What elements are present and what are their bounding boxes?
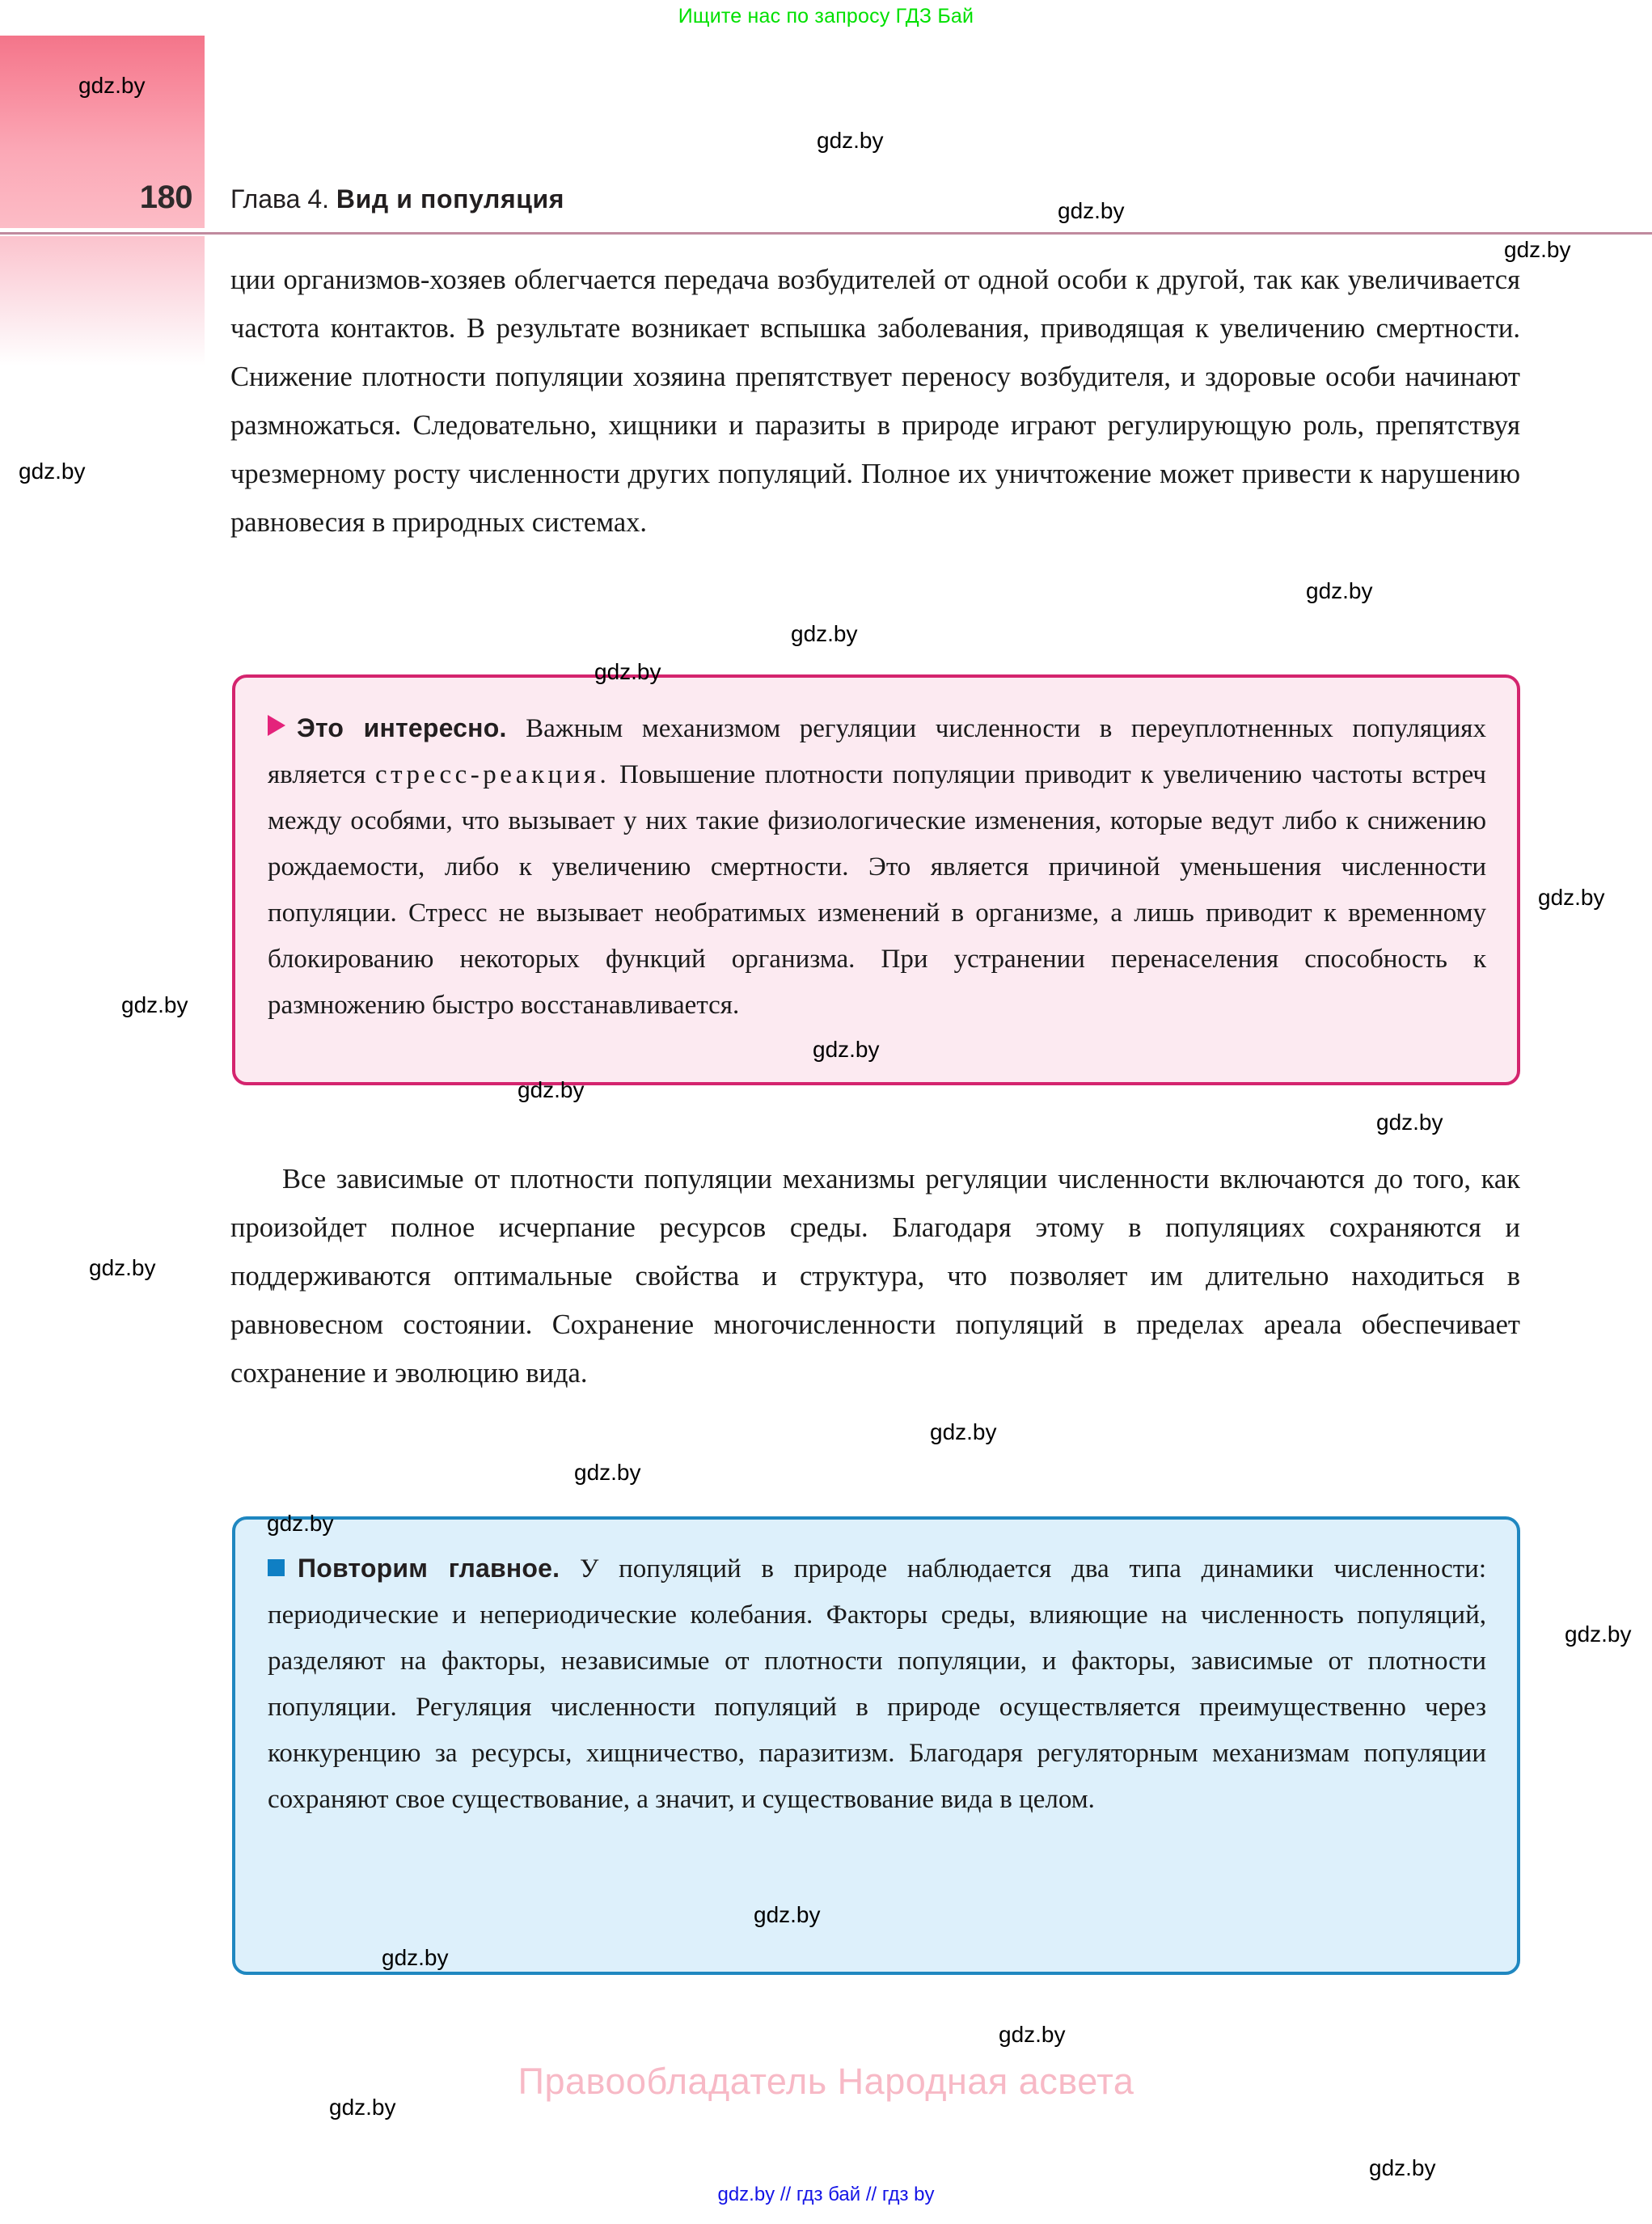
watermark-gdz: gdz.by	[999, 2022, 1066, 2047]
watermark-gdz: gdz.by	[1369, 2155, 1436, 2180]
callout-interesting-term: стресс-реакция.	[375, 760, 611, 789]
watermark-gdz: gdz.by	[121, 992, 188, 1017]
watermark-gdz: gdz.by	[1504, 237, 1571, 262]
callout-box-interesting	[232, 674, 1520, 1085]
callout-summary-body: У популяций в природе наблюдается два типа динамики численности: периодические и непериодические колебания. Факторы среды, влияющие на численность популяций, разделяют на факторы, независимые от плотности популяции, и факторы, зависимые от плотности популяции. Регуляция численности популяций в природе осуществляется преимущественно через конкуренцию за ресурсы, хищничество, паразитизм. Благодаря регуляторным механизмам популяции сохраняют свое существование, а значит, и существование вида в целом.	[268, 1554, 1487, 1814]
watermark-gdz: gdz.by	[518, 1077, 585, 1102]
chapter-heading	[230, 184, 564, 214]
copyright-notice: Правообладатель Народная асвета	[518, 2061, 1134, 2102]
body-paragraph-1: ции организмов-хозяев облегчается передача возбудителей от одной особи к другой, так как увеличивается частота контактов. В результате возникает вспышка заболевания, приводящая к увеличению смертности. Снижение плотности популяции хозяина препятствует переносу возбудителя, и здоровые особи начинают размножаться. Следовательно, хищники и паразиты в природе играют регулирующую роль, препятствуя чрезмерному росту численности других популяций. Полное их уничтожение может привести к нарушению равновесия в природных системах.	[230, 264, 1520, 538]
chapter-title: Вид и популяция	[336, 184, 565, 214]
promo-banner: Ищите нас по запросу ГДЗ Бай	[678, 5, 974, 27]
watermark-gdz: gdz.by	[1565, 1621, 1632, 1647]
callout-interesting-lead: Это интересно.	[297, 713, 507, 742]
watermark-gdz: gdz.by	[813, 1037, 880, 1062]
body-paragraph-2: Все зависимые от плотности популяции механизмы регуляции численности включаются до того, как произойдет полное исчерпание ресурсов среды. Благодаря этому в популяциях сохраняются и поддерживаются оптимальные свойства и структура, что позволяет им длительно находиться в равновесном состоянии. Сохранение многочисленности популяций в пределах ареала обеспечивает сохранение и эволюцию вида.	[230, 1164, 1520, 1389]
watermark-gdz: gdz.by	[754, 1902, 821, 1927]
decorative-gradient-bottom	[0, 236, 205, 366]
watermark-gdz: gdz.by	[89, 1255, 156, 1280]
callout-summary-text	[268, 1545, 1486, 1823]
triangle-marker-icon	[268, 715, 285, 736]
watermark-gdz: gdz.by	[791, 621, 858, 646]
watermark-gdz: gdz.by	[1306, 578, 1373, 603]
watermark-gdz: gdz.by	[19, 459, 86, 484]
watermark-gdz: gdz.by	[594, 659, 661, 684]
callout-interesting-before: Важным механизмом регуляции численности в переуплотненных популяциях является	[268, 714, 1486, 789]
watermark-gdz: gdz.by	[329, 2095, 396, 2120]
callout-interesting-text	[268, 705, 1486, 1029]
watermark-gdz: gdz.by	[1058, 198, 1125, 223]
watermark-gdz: gdz.by	[1538, 885, 1605, 910]
callout-summary-lead: Повторим главное.	[298, 1554, 560, 1583]
callout-box-summary	[232, 1516, 1520, 1975]
footer-links: gdz.by // гдз бай // гдз by	[717, 2184, 935, 2205]
watermark-gdz: gdz.by	[382, 1945, 449, 1970]
header-divider	[0, 232, 1652, 235]
watermark-gdz: gdz.by	[574, 1460, 641, 1485]
watermark-gdz: gdz.by	[817, 128, 884, 153]
watermark-gdz: gdz.by	[930, 1419, 997, 1444]
chapter-prefix: Глава 4.	[230, 184, 330, 214]
watermark-gdz: gdz.by	[267, 1511, 334, 1536]
watermark-gdz: gdz.by	[78, 73, 146, 98]
square-marker-icon	[268, 1559, 285, 1576]
callout-interesting-after: Повышение плотности популяции приводит к увеличению частоты встреч между особями, что вызывает у них такие физиологические изменения, которые ведут либо к снижению рождаемости, либо к увеличению смертности. Это является причиной уменьшения численности популяции. Стресс не вызывает необратимых изменений в организме, а лишь приводит к временному блокированию некоторых функций организма. При устранении перенаселения способность к размножению быстро восстанавливается.	[268, 760, 1486, 1020]
watermark-gdz: gdz.by	[1376, 1110, 1443, 1135]
page-number: 180	[139, 180, 192, 215]
